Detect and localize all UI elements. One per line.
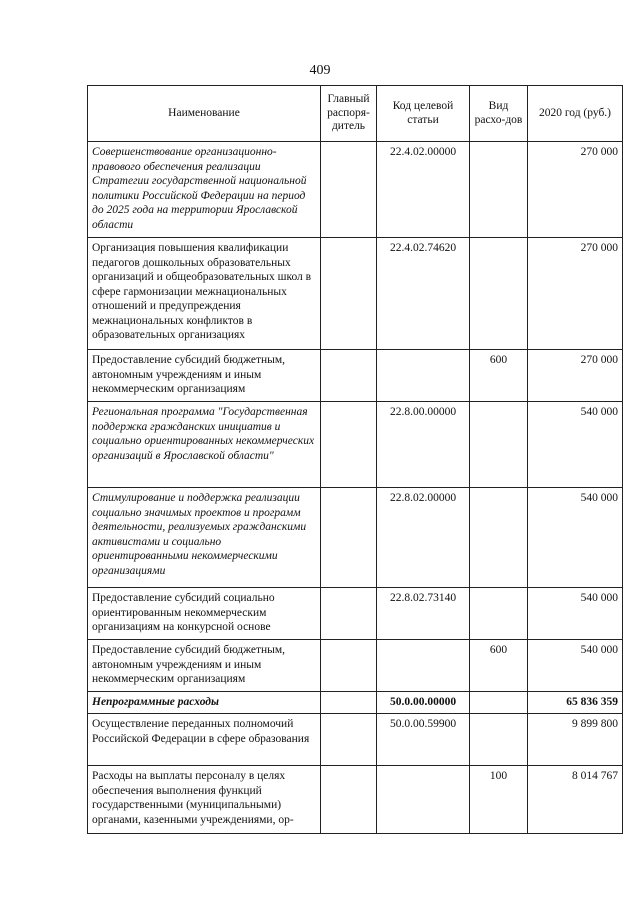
table-row — [88, 142, 623, 238]
row-admin — [321, 692, 377, 714]
table-row — [88, 402, 623, 488]
row-amount: 270 000 — [528, 142, 623, 238]
header-kind: Вид расхо-дов — [470, 86, 528, 142]
row-code: 22.8.00.00000 — [377, 402, 470, 488]
row-admin — [321, 488, 377, 588]
row-amount: 540 000 — [528, 588, 623, 640]
budget-table — [87, 85, 623, 834]
row-admin — [321, 640, 377, 692]
row-name: Осуществление переданных полномочий Российской Федерации в сфере образования — [88, 714, 321, 766]
row-code: 50.0.00.00000 — [377, 692, 470, 714]
row-admin — [321, 402, 377, 488]
row-amount: 540 000 — [528, 640, 623, 692]
row-name: Совершенствование организационно-правового обеспечения реализации Стратегии государственной национальной политики Российской Федерации на период до 2025 года на территории Ярославской области — [88, 142, 321, 238]
table-header-row — [88, 86, 623, 142]
row-kind — [470, 714, 528, 766]
row-amount: 270 000 — [528, 238, 623, 350]
row-admin — [321, 766, 377, 834]
row-code: 22.8.02.00000 — [377, 488, 470, 588]
table-row — [88, 714, 623, 766]
row-kind — [470, 488, 528, 588]
header-admin: Главный распоря-дитель — [321, 86, 377, 142]
row-kind: 600 — [470, 350, 528, 402]
table-row — [88, 238, 623, 350]
table-row — [88, 588, 623, 640]
row-kind — [470, 692, 528, 714]
row-name: Расходы на выплаты персоналу в целях обеспечения выполнения функций государственными (муниципальными) органами, казенными учреждениями, ор- — [88, 766, 321, 834]
row-kind: 600 — [470, 640, 528, 692]
row-name: Предоставление субсидий бюджетным, автономным учреждениям и иным некоммерческим организациям — [88, 350, 321, 402]
header-code: Код целевой статьи — [377, 86, 470, 142]
table-row — [88, 488, 623, 588]
row-code: 50.0.00.59900 — [377, 714, 470, 766]
row-kind: 100 — [470, 766, 528, 834]
row-admin — [321, 714, 377, 766]
row-name: Непрограммные расходы — [88, 692, 321, 714]
header-name: Наименование — [88, 86, 321, 142]
table-row — [88, 692, 623, 714]
row-code — [377, 350, 470, 402]
row-admin — [321, 588, 377, 640]
table-row — [88, 350, 623, 402]
row-admin — [321, 142, 377, 238]
row-kind — [470, 588, 528, 640]
table-row — [88, 640, 623, 692]
header-amount: 2020 год (руб.) — [528, 86, 623, 142]
row-amount: 540 000 — [528, 402, 623, 488]
row-amount: 9 899 800 — [528, 714, 623, 766]
row-name: Предоставление субсидий бюджетным, автономным учреждениям и иным некоммерческим организациям — [88, 640, 321, 692]
row-amount: 270 000 — [528, 350, 623, 402]
page-number: 409 — [309, 63, 331, 78]
row-name: Предоставление субсидий социально ориентированным некоммерческим организациям на конкурсной основе — [88, 588, 321, 640]
row-kind — [470, 402, 528, 488]
table-row — [88, 766, 623, 834]
row-admin — [321, 350, 377, 402]
row-amount: 540 000 — [528, 488, 623, 588]
row-code — [377, 766, 470, 834]
row-kind — [470, 142, 528, 238]
row-code: 22.4.02.74620 — [377, 238, 470, 350]
row-amount: 65 836 359 — [528, 692, 623, 714]
row-code: 22.4.02.00000 — [377, 142, 470, 238]
row-amount: 8 014 767 — [528, 766, 623, 834]
row-admin — [321, 238, 377, 350]
row-name: Региональная программа "Государственная поддержка гражданских инициатив и социально ориентированных некоммерческих организаций в Ярославской области" — [88, 402, 321, 488]
row-code — [377, 640, 470, 692]
row-code: 22.8.02.73140 — [377, 588, 470, 640]
row-kind — [470, 238, 528, 350]
row-name: Организация повышения квалификации педагогов дошкольных образовательных организаций и общеобразовательных школ в сфере гармонизации межнациональных отношений и предупреждения межнациональных конфликтов в образовательных организациях — [88, 238, 321, 350]
row-name: Стимулирование и поддержка реализации социально значимых проектов и программ деятельности, реализуемых гражданскими активистами и социально ориентированными некоммерческими организациями — [88, 488, 321, 588]
